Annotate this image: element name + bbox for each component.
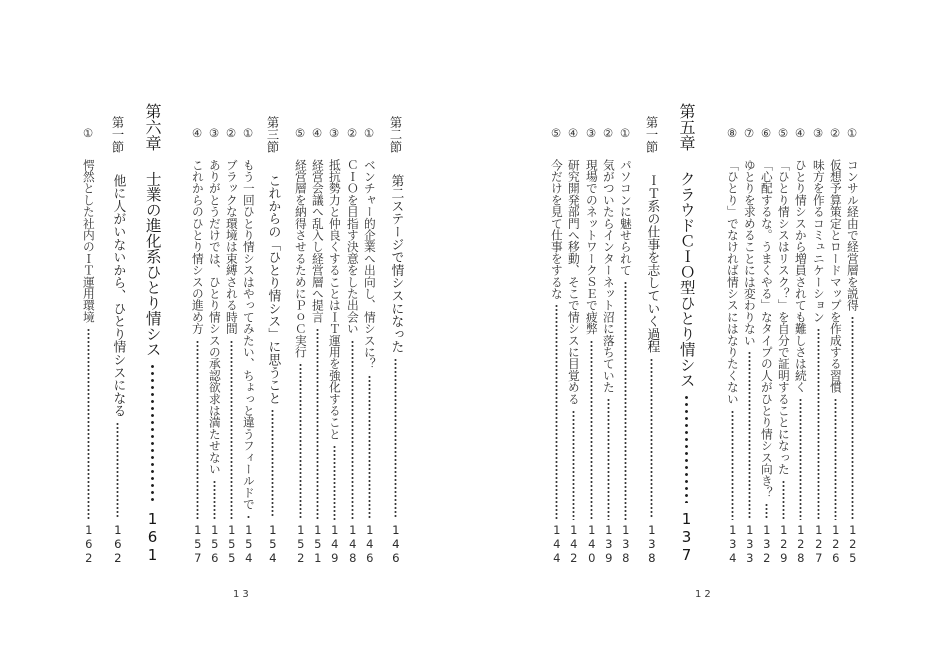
- item-title: パソコンに魅せられて: [618, 159, 633, 276]
- item-title: ベンチャー的企業へ出向し、情シスに？: [362, 159, 377, 370]
- item-number: ①: [241, 126, 255, 140]
- toc-item: [809, 0, 827, 665]
- item-title: 抵抗勢力と仲良くすることはＩＴ運用を強化すること: [327, 159, 342, 440]
- dot-leader: [247, 515, 250, 520]
- page-reference: 126: [828, 523, 843, 565]
- section-number: 第二節: [388, 116, 402, 153]
- dot-leader: [650, 358, 653, 517]
- page-reference: 125: [845, 523, 860, 565]
- page-reference: 127: [811, 523, 826, 565]
- toc-item: [239, 0, 257, 665]
- page-number-right: 12: [695, 589, 714, 600]
- page-reference: 132: [759, 523, 774, 565]
- toc-item: [791, 0, 809, 665]
- toc-item: [308, 0, 326, 665]
- toc-item-line: [343, 159, 361, 565]
- item-title: 経営会議へ乱入し経営層へ提言: [310, 159, 325, 323]
- toc-item: [325, 0, 343, 665]
- item-title: 気がついたらインターネット沼に落ちていた: [601, 159, 616, 393]
- item-title: もう一回ひとり情シスはやってみたい、ちょっと違うフィールドで: [241, 159, 256, 510]
- item-number: ②: [224, 126, 238, 140]
- dot-leader: [572, 410, 575, 520]
- page-reference: 128: [793, 523, 808, 565]
- dot-leader: [271, 409, 274, 517]
- dot-leader: [851, 316, 854, 520]
- toc-item-line: [599, 159, 617, 565]
- section-number: 第三節: [265, 116, 279, 153]
- toc-item: [188, 0, 206, 665]
- item-title: 「ひとり情シスはリスク？」を自分で証明することになった: [776, 159, 791, 475]
- toc-item: [723, 0, 741, 665]
- item-number: ⑤: [776, 126, 790, 140]
- toc-item: [79, 0, 97, 665]
- toc-item: [740, 0, 758, 665]
- section-title: 第二ステージで情シスになった: [388, 174, 404, 354]
- toc-item: [291, 0, 309, 665]
- item-title: 今だけを見て仕事をするな: [549, 159, 564, 300]
- toc-item: [599, 0, 617, 665]
- toc-item-line: [723, 159, 741, 565]
- toc-item-line: [547, 159, 565, 565]
- toc-item: [582, 0, 600, 665]
- section-number: 第一節: [110, 116, 124, 153]
- page-reference: 137: [677, 510, 696, 564]
- toc-item-line: [826, 159, 844, 565]
- page-reference: 151: [310, 523, 325, 565]
- dot-leader: [316, 328, 319, 520]
- toc-item: [547, 0, 565, 665]
- page-reference: 148: [345, 523, 360, 565]
- toc-item-line: [291, 159, 309, 565]
- dot-leader: [213, 480, 216, 520]
- item-title: これからのひとり情シスの進め方: [190, 159, 205, 335]
- item-title: ありがとうだけでは、ひとり情シスの承認欲求は満たせない: [207, 159, 222, 475]
- item-number: ①: [618, 126, 632, 140]
- toc-section-heading: [263, 0, 281, 665]
- item-title: 現場でのネットワークＳＥで疲弊: [584, 159, 599, 335]
- toc-item: [757, 0, 775, 665]
- dot-leader: [116, 422, 119, 517]
- page-reference: 134: [725, 523, 740, 565]
- page-reference: 155: [224, 523, 239, 565]
- toc-item: [222, 0, 240, 665]
- item-title: 経営層を納得させるためにＰｏＣ実行: [293, 159, 308, 358]
- dot-leader: [607, 398, 610, 520]
- dot-leader: [765, 503, 768, 520]
- chapter-number: 第六章: [143, 103, 162, 151]
- page-reference: 161: [143, 510, 162, 564]
- page-number-left: 13: [233, 589, 252, 600]
- item-number: ⑤: [293, 126, 307, 140]
- toc-item-line: [308, 159, 326, 565]
- toc-item: [343, 0, 361, 665]
- item-number: ①: [81, 126, 95, 140]
- toc-item-line: [325, 159, 343, 565]
- page-reference: 138: [644, 523, 659, 565]
- page-reference: 129: [776, 523, 791, 565]
- toc-section-line: [642, 174, 660, 565]
- toc-item-line: [740, 159, 758, 565]
- toc-item-line: [222, 159, 240, 565]
- page-reference: 146: [388, 523, 403, 565]
- toc-chapter-line: [677, 171, 695, 564]
- toc-section-line: [263, 174, 281, 565]
- chapter-number: 第五章: [677, 103, 696, 151]
- page-reference: 149: [327, 523, 342, 565]
- dot-leader: [394, 358, 397, 517]
- item-title: 研究開発部門へ移動、そこで情シスに目覚める: [566, 159, 581, 405]
- toc-item-line: [79, 159, 97, 565]
- item-title: 「心配するな。うまくやる」なタイプの人がひとり情シス向き？: [759, 159, 774, 499]
- item-number: ⑧: [725, 126, 739, 140]
- item-title: 愕然とした社内のＩＴ運用環境: [81, 159, 96, 323]
- dot-leader: [817, 328, 820, 520]
- item-title: ひとり情シスから増員されても難しさは続く: [793, 159, 808, 393]
- page-reference: 162: [110, 523, 125, 565]
- section-title: これからの「ひとり情シス」に思うこと: [265, 174, 281, 405]
- item-number: ④: [190, 126, 204, 140]
- item-number: ⑦: [742, 126, 756, 140]
- page-reference: 142: [566, 523, 581, 565]
- item-number: ②: [828, 126, 842, 140]
- dot-leader: [731, 410, 734, 520]
- item-number: ③: [584, 126, 598, 140]
- toc-section-heading: [386, 0, 404, 665]
- toc-section-heading: [108, 0, 126, 665]
- right-page: [470, 0, 940, 665]
- item-number: ④: [793, 126, 807, 140]
- page-reference: 154: [241, 523, 256, 565]
- item-title: 「ひとり」でなければ情シスにはなりたくない: [725, 159, 740, 405]
- chapter-title: 士業の進化系ひとり情シス: [143, 171, 162, 357]
- toc-item-line: [360, 159, 378, 565]
- page-reference: 157: [190, 523, 205, 565]
- section-title: 他に人がいないから、ひとり情シスになる: [110, 174, 126, 418]
- page-reference: 152: [293, 523, 308, 565]
- dot-leader: [748, 351, 751, 520]
- page-reference: 139: [601, 523, 616, 565]
- page-reference: 133: [742, 523, 757, 565]
- toc-item: [360, 0, 378, 665]
- dot-leader: [230, 340, 233, 521]
- dot-leader: [624, 281, 627, 520]
- item-number: ③: [207, 126, 221, 140]
- toc-item: [564, 0, 582, 665]
- item-number: ①: [845, 126, 859, 140]
- dot-leader: [299, 363, 302, 520]
- chapter-title: クラウドＣＩＯ型ひとり情シス: [677, 171, 696, 388]
- item-number: ④: [310, 126, 324, 140]
- toc-section-line: [108, 174, 126, 565]
- toc-item-line: [757, 159, 775, 565]
- dot-leader: [590, 340, 593, 521]
- toc-item: [774, 0, 792, 665]
- toc-item-line: [205, 159, 223, 565]
- page-reference: 140: [584, 523, 599, 565]
- item-number: ②: [601, 126, 615, 140]
- item-title: ＣＩＯを目指す決意をした出会い: [345, 159, 360, 335]
- page-reference: 162: [81, 523, 96, 565]
- toc-item-line: [774, 159, 792, 565]
- item-title: 仮想予算策定とロードマップを作成する習慣: [828, 159, 843, 393]
- item-title: 味方を作るコミュニケーション: [811, 159, 826, 323]
- toc-item-line: [188, 159, 206, 565]
- toc-chapter-heading: [143, 0, 161, 665]
- dot-leader: [87, 328, 90, 520]
- toc-item: [826, 0, 844, 665]
- section-number: 第一節: [644, 116, 658, 153]
- item-number: ①: [362, 126, 376, 140]
- section-title: ＩＴ系の仕事を志していく過程: [644, 174, 660, 354]
- toc-item-line: [809, 159, 827, 565]
- toc-item: [205, 0, 223, 665]
- dot-leader: [782, 480, 785, 520]
- toc-item-line: [564, 159, 582, 565]
- item-number: ④: [566, 126, 580, 140]
- page-reference: 146: [362, 523, 377, 565]
- item-title: ゆとりを求めることには変わりない: [742, 159, 757, 347]
- page-reference: 144: [549, 523, 564, 565]
- dot-leader: [351, 340, 354, 521]
- dot-leader: [799, 398, 802, 520]
- toc-item-line: [843, 159, 861, 565]
- toc-item-line: [616, 159, 634, 565]
- item-number: ③: [327, 126, 341, 140]
- toc-item-line: [582, 159, 600, 565]
- toc-item-line: [791, 159, 809, 565]
- dot-leader: [150, 363, 155, 503]
- item-number: ⑥: [759, 126, 773, 140]
- dot-leader: [834, 398, 837, 520]
- toc-section-heading: [642, 0, 660, 665]
- page-reference: 156: [207, 523, 222, 565]
- item-title: ブラックな環境は束縛される時間: [224, 159, 239, 335]
- dot-leader: [333, 445, 336, 520]
- page-reference: 154: [265, 523, 280, 565]
- toc-item: [843, 0, 861, 665]
- toc-chapter-line: [143, 171, 161, 564]
- toc-chapter-heading: [677, 0, 695, 665]
- page-reference: 138: [618, 523, 633, 565]
- toc-item: [616, 0, 634, 665]
- dot-leader: [368, 375, 371, 520]
- toc-section-line: [386, 174, 404, 565]
- item-title: コンサル経由で経営層を説得: [845, 159, 860, 312]
- toc-item-line: [239, 159, 257, 565]
- dot-leader: [196, 340, 199, 521]
- item-number: ②: [345, 126, 359, 140]
- item-number: ⑤: [549, 126, 563, 140]
- dot-leader: [555, 304, 558, 520]
- dot-leader: [684, 394, 689, 503]
- item-number: ③: [811, 126, 825, 140]
